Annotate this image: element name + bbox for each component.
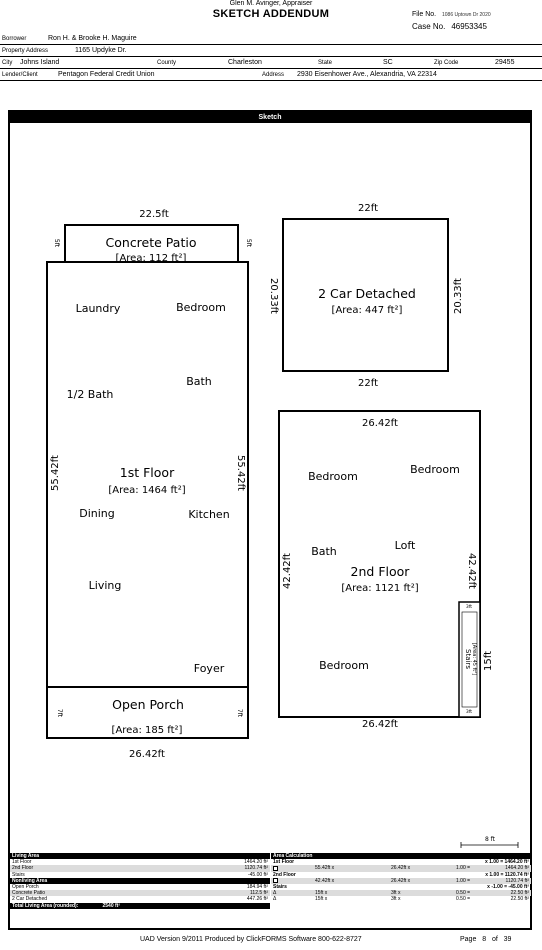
total-living-area-row	[10, 903, 270, 909]
calc-result: x -1.00 = -45.00 ft²	[487, 883, 529, 890]
calc-result: 22.50 ft²	[510, 896, 529, 903]
second-floor-top-dim: 26.42ft	[362, 418, 398, 429]
zip-label: Zip Code	[434, 60, 459, 66]
calc-factor: 1.00 =	[456, 877, 471, 884]
calc-factor: 0.50 =	[456, 896, 471, 903]
porch-right-dim: 7ft	[236, 708, 243, 718]
porch-area: [Area: 185 ft²]	[111, 725, 183, 736]
calc-box-icon	[273, 866, 278, 871]
summary-row-name: 1st Floor	[12, 859, 32, 866]
scale-label: 8 ft	[484, 836, 496, 843]
summary-row-value: -45.00 ft²	[247, 871, 268, 878]
room-bath-2: Bath	[311, 545, 337, 558]
room-living: Living	[88, 579, 122, 592]
patio-area: [Area: 112 ft²]	[115, 253, 187, 264]
room-dining: Dining	[79, 507, 115, 520]
porch-bottom-dim: 26.42ft	[129, 749, 165, 760]
page-number	[460, 936, 511, 943]
city-value: Johns Island	[20, 59, 60, 66]
room-kitchen: Kitchen	[188, 508, 230, 521]
uad-version: UAD Version 9/2011 Produced by ClickFORMS Software 800-622-8727	[140, 936, 362, 943]
area-summary	[10, 853, 531, 928]
page-title: SKETCH ADDENDUM	[212, 8, 330, 20]
second-floor-bottom-dim: 26.42ft	[362, 719, 398, 730]
summary-row-name: Concrete Patio	[12, 890, 46, 897]
calc-factor: 1.00 =	[456, 865, 471, 872]
page-total: 39	[503, 936, 512, 943]
state-value: SC	[383, 59, 393, 66]
case-no-label: Case No.	[412, 22, 446, 31]
case-no-value: 46953345	[451, 22, 487, 31]
borrower-value: Ron H. & Brooke H. Maguire	[48, 35, 137, 42]
calc-a: 15ft x	[315, 896, 328, 903]
lender-label: Lender/Client	[2, 72, 38, 78]
calc-result: x 1.00 = 1120.74 ft²	[485, 871, 529, 878]
first-floor-right-dim: 55.42ft	[235, 455, 246, 491]
total-value: 2540 ft²	[102, 902, 120, 909]
calc-result: 1120.74 ft²	[505, 877, 529, 884]
calc-b: 26.42ft x	[391, 877, 411, 884]
room-bedroom: Bedroom	[176, 301, 226, 314]
calc-label: Stairs	[273, 883, 287, 890]
garage-bottom-dim: 22ft	[358, 378, 378, 389]
summary-row-value: 1464.20 ft²	[244, 859, 268, 866]
second-floor-area: [Area: 1121 ft²]	[341, 583, 419, 594]
patio-top-dim: 22.5ft	[139, 209, 169, 220]
calc-label: 2nd Floor	[273, 871, 296, 878]
stairs-top-dim: 3ft	[465, 605, 473, 610]
page-current: 8	[482, 936, 487, 943]
address-label: Address	[262, 72, 285, 78]
living-area-title: Living Area	[12, 853, 40, 859]
zip-value: 29455	[495, 59, 515, 66]
room-foyer: Foyer	[193, 662, 225, 675]
stairs-right-dim: 15ft	[483, 651, 494, 671]
summary-row-name: Stairs	[12, 871, 25, 878]
first-floor-area: [Area: 1464 ft²]	[108, 485, 186, 496]
calc-row	[271, 896, 531, 902]
garage-left-dim: 20.33ft	[268, 278, 279, 314]
summary-row-name: 2 Car Detached	[12, 896, 48, 903]
file-no-label: File No.	[412, 11, 437, 18]
triangle-icon: Δ	[273, 890, 277, 897]
stairs-area: [Area: 45 ft²]	[471, 642, 477, 676]
patio-right-dim: 5ft	[245, 238, 252, 248]
state-label: State	[318, 60, 333, 66]
summary-row-value: 184.94 ft²	[246, 883, 268, 890]
county-label: County	[157, 60, 177, 66]
second-floor-right-dim: 42.42ft	[466, 553, 477, 589]
borrower-label: Borrower	[2, 36, 27, 42]
patio-name: Concrete Patio	[105, 235, 197, 250]
first-floor-left-dim: 55.42ft	[50, 455, 61, 491]
room-bedroom-2a: Bedroom	[308, 470, 358, 483]
address-value: 2930 Eisenhower Ave., Alexandria, VA 22314	[297, 71, 437, 78]
room-half-bath: 1/2 Bath	[66, 388, 114, 401]
summary-row-value: 112.5 ft²	[250, 890, 268, 897]
calc-a: 15ft x	[315, 890, 328, 897]
summary-row-value: 447.26 ft²	[246, 896, 268, 903]
area-calc-title: Area Calculation	[273, 853, 313, 859]
nonliving-area-title: Nonliving Area	[12, 877, 48, 884]
room-laundry: Laundry	[75, 302, 121, 315]
triangle-icon: Δ	[273, 896, 277, 903]
room-bedroom-2c: Bedroom	[319, 659, 369, 672]
calc-result: 22.50 ft²	[510, 890, 529, 897]
patio-left-dim: 5ft	[53, 238, 60, 248]
calc-box-icon	[273, 878, 278, 883]
calc-factor: 0.50 =	[456, 890, 471, 897]
page-of: of	[491, 936, 498, 943]
property-label: Property Address	[2, 48, 49, 54]
property-value: 1165 Updyke Dr.	[75, 47, 127, 54]
summary-row-value: 1120.74 ft²	[244, 865, 268, 872]
city-label: City	[2, 60, 13, 66]
second-floor-left-dim: 42.42ft	[282, 553, 293, 589]
calc-b: 3ft x	[391, 890, 401, 897]
room-bedroom-2b: Bedroom	[410, 463, 460, 476]
garage-name: 2 Car Detached	[318, 286, 416, 301]
calc-a: 42.42ft x	[315, 877, 335, 884]
first-floor-name: 1st Floor	[119, 465, 175, 480]
garage-right-dim: 20.33ft	[453, 278, 464, 314]
calc-label: 1st Floor	[273, 859, 295, 866]
stairs-bottom-dim: 3ft	[465, 710, 473, 715]
calc-a: 55.42ft x	[315, 865, 335, 872]
porch-left-dim: 7ft	[56, 708, 63, 718]
file-no-value: 1086 Uptown Dr 2020	[442, 12, 491, 18]
summary-row-name: 2nd Floor	[12, 865, 34, 872]
room-loft: Loft	[394, 539, 416, 552]
sketch-title: Sketch	[10, 112, 530, 123]
second-floor-name: 2nd Floor	[350, 564, 410, 579]
calc-b: 26.42ft x	[391, 865, 411, 872]
lender-value: Pentagon Federal Credit Union	[58, 71, 155, 78]
stairs-name: Stairs	[464, 649, 472, 669]
calc-b: 3ft x	[391, 896, 401, 903]
garage-top-dim: 22ft	[358, 203, 378, 214]
appraiser-name: Glen M. Avinger, Appraiser	[229, 0, 313, 7]
garage-area: [Area: 447 ft²]	[331, 305, 403, 316]
county-value: Charleston	[228, 59, 262, 66]
porch-name: Open Porch	[112, 697, 184, 712]
calc-result: x 1.00 = 1464.20 ft²	[484, 859, 529, 866]
total-label: Total Living Area (rounded):	[12, 902, 79, 909]
area-calculation-column	[271, 853, 531, 903]
page-label: Page	[460, 936, 477, 943]
living-area-column	[10, 853, 270, 909]
room-bath: Bath	[186, 375, 212, 388]
summary-row-name: Open Porch	[12, 883, 39, 890]
calc-result: 1464.20 ft²	[505, 865, 529, 872]
